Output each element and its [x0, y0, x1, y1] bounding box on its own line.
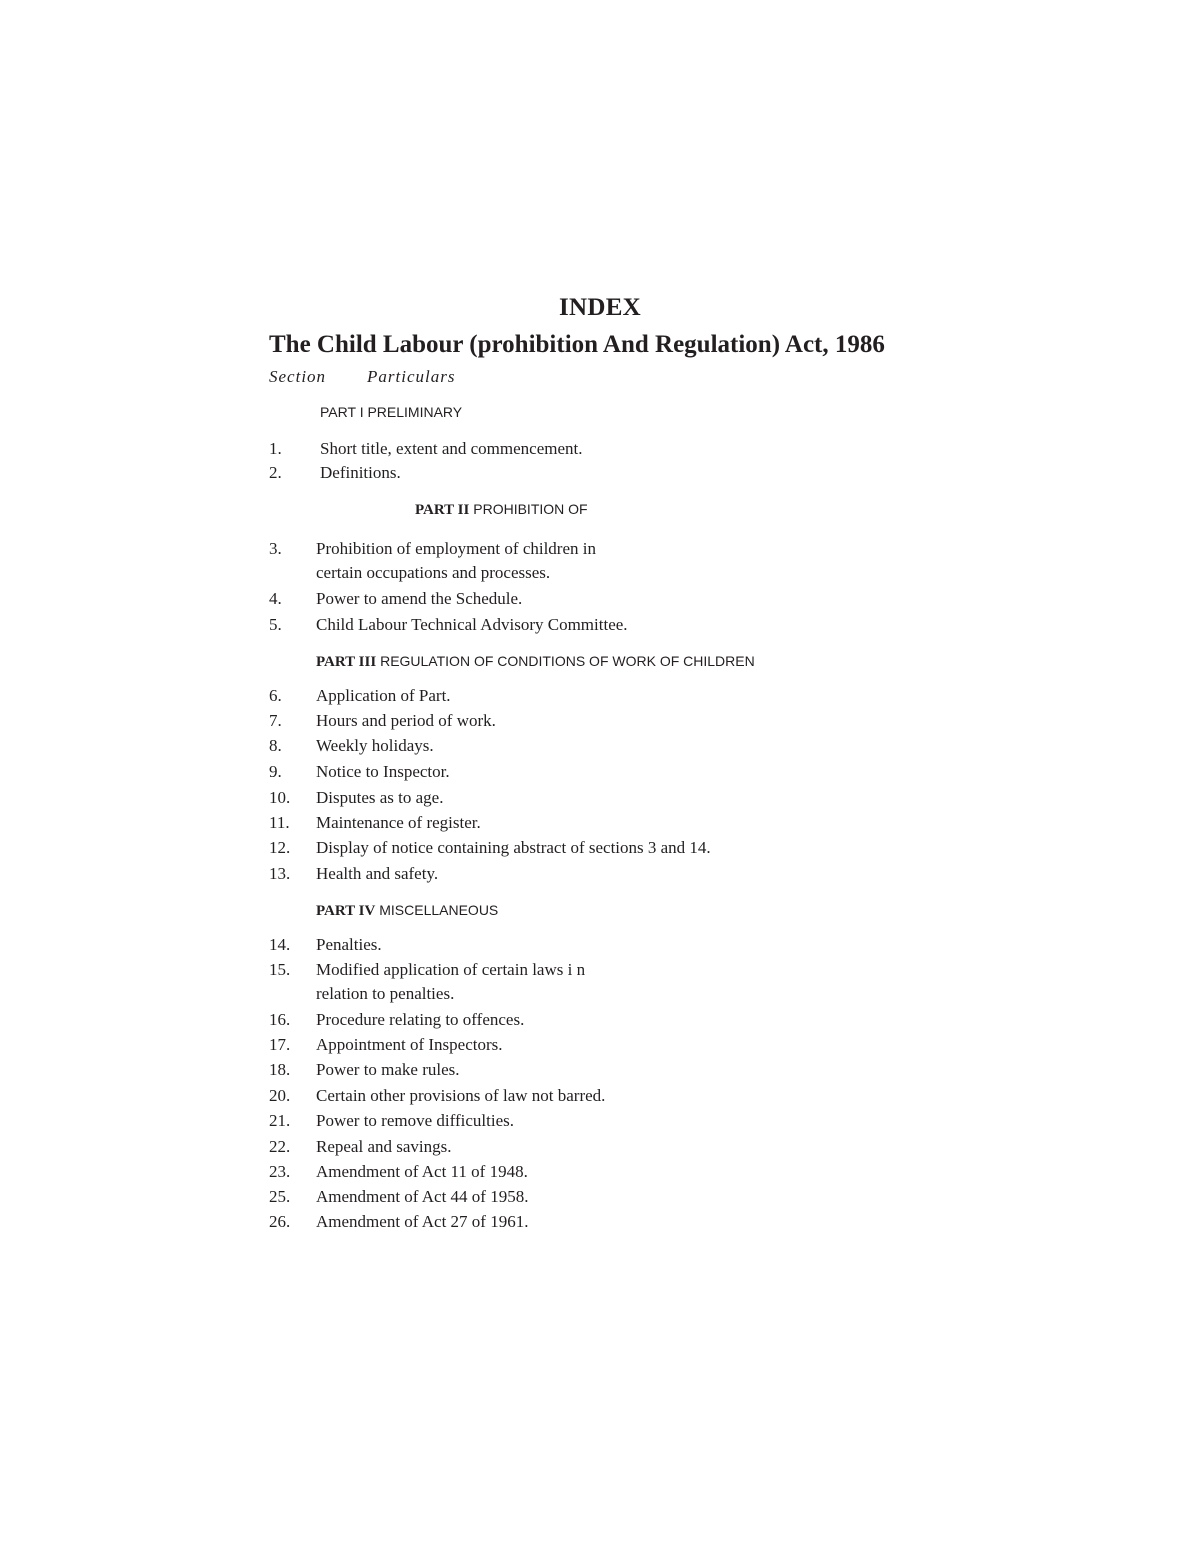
section-particulars: Maintenance of register.	[316, 813, 481, 832]
section-particulars: Notice to Inspector.	[316, 762, 450, 781]
section-particulars: Power to amend the Schedule.	[316, 589, 523, 608]
section-number: 17.	[269, 1035, 291, 1054]
act-title: The Child Labour (prohibition And Regulation) Act, 1986	[269, 331, 885, 358]
index-heading: INDEX	[558, 294, 642, 321]
section-particulars: Weekly holidays.	[316, 736, 434, 755]
section-particulars: Short title, extent and commencement.	[320, 439, 583, 458]
section-number: 4.	[269, 589, 282, 608]
section-number: 14.	[269, 935, 291, 954]
section-number: 13.	[269, 864, 291, 883]
section-particulars: Penalties.	[316, 935, 382, 954]
section-number: 16.	[269, 1010, 291, 1029]
section-number: 2.	[269, 463, 282, 482]
section-number: 8.	[269, 736, 282, 755]
section-particulars: Hours and period of work.	[316, 711, 496, 730]
section-number: 6.	[269, 686, 282, 705]
section-particulars: Definitions.	[320, 463, 401, 482]
section-number: 23.	[269, 1162, 291, 1181]
section-particulars: Application of Part.	[316, 686, 451, 705]
section-number: 12.	[269, 838, 291, 857]
section-particulars: Repeal and savings.	[316, 1137, 452, 1156]
section-particulars: Amendment of Act 11 of 1948.	[316, 1162, 528, 1181]
section-number: 18.	[269, 1060, 291, 1079]
section-particulars: Display of notice containing abstract of sections 3 and 14.	[316, 838, 711, 857]
section-particulars: Procedure relating to offences.	[316, 1010, 525, 1029]
section-particulars: Power to make rules.	[316, 1060, 460, 1079]
section-particulars: Amendment of Act 27 of 1961.	[316, 1212, 529, 1231]
section-particulars: Prohibition of employment of children in	[316, 539, 596, 558]
section-number: 15.	[269, 960, 291, 979]
part-heading-4: PART IV MISCELLANEOUS	[316, 902, 499, 919]
section-number: 10.	[269, 788, 291, 807]
section-particulars: Amendment of Act 44 of 1958.	[316, 1187, 529, 1206]
section-particulars: Modified application of certain laws i n	[316, 960, 586, 979]
section-number: 3.	[269, 539, 282, 558]
part-heading-3: PART III REGULATION OF CONDITIONS OF WORK OF CHILDREN	[316, 653, 755, 670]
section-number: 1.	[269, 439, 282, 458]
section-number: 22.	[269, 1137, 291, 1156]
section-number: 5.	[269, 615, 282, 634]
section-particulars: Certain other provisions of law not barred.	[316, 1086, 606, 1105]
section-number: 26.	[269, 1212, 291, 1231]
section-number: 21.	[269, 1111, 291, 1130]
section-particulars-continuation: certain occupations and processes.	[316, 563, 551, 582]
section-particulars: Health and safety.	[316, 864, 439, 883]
section-particulars: Child Labour Technical Advisory Committee.	[316, 615, 628, 634]
part-heading-1: PART I PRELIMINARY	[320, 404, 463, 420]
part-heading-2: PART II PROHIBITION OF	[415, 501, 588, 518]
section-number: 25.	[269, 1187, 291, 1206]
section-particulars-continuation: relation to penalties.	[316, 984, 455, 1003]
section-number: 20.	[269, 1086, 291, 1105]
section-number: 9.	[269, 762, 282, 781]
column-header-particulars: Particulars	[367, 367, 456, 386]
section-particulars: Power to remove difficulties.	[316, 1111, 514, 1130]
section-number: 7.	[269, 711, 282, 730]
section-particulars: Disputes as to age.	[316, 788, 444, 807]
section-number: 11.	[269, 813, 290, 832]
column-header-section: Section	[269, 367, 327, 386]
section-particulars: Appointment of Inspectors.	[316, 1035, 503, 1054]
